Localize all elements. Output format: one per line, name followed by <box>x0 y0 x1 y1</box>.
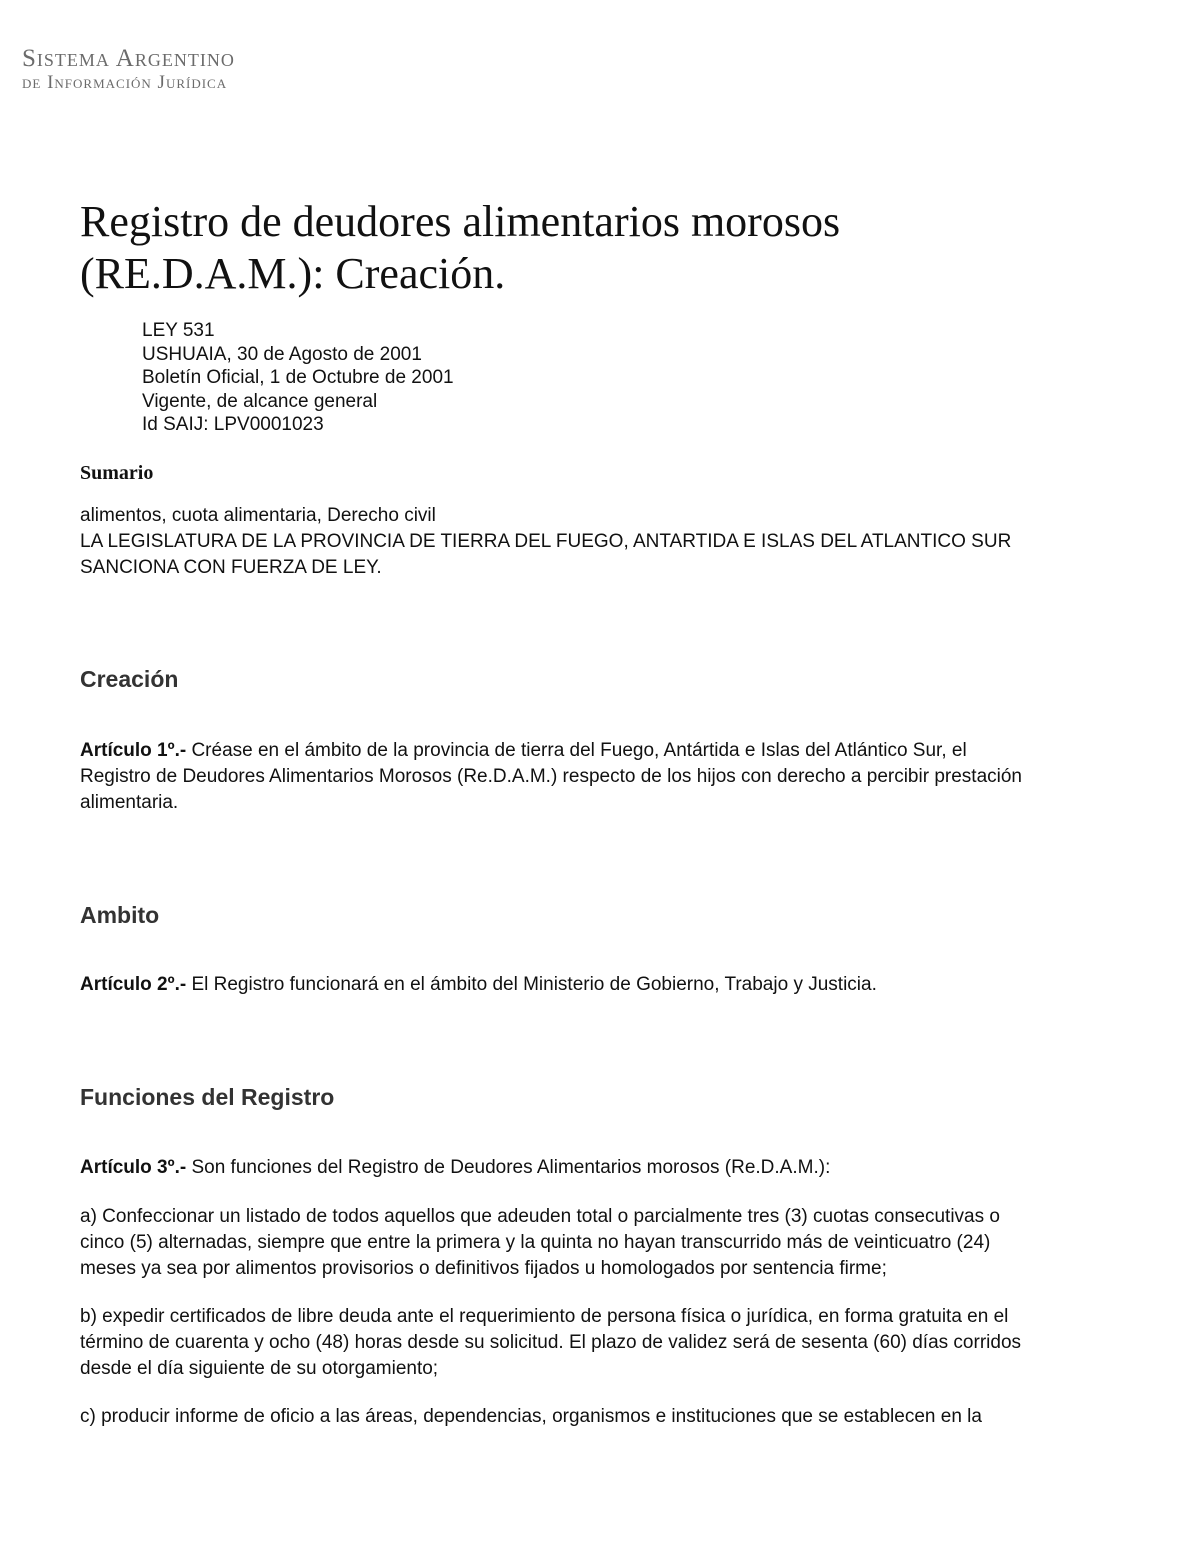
title-line-2: (RE.D.A.M.): Creación. <box>80 249 506 298</box>
sumario-heading: Sumario <box>80 462 154 484</box>
item-a-line-1: a) Confeccionar un listado de todos aquellos que adeuden total o parcialmente tres (3) cuotas consecutivas o <box>80 1206 1000 1227</box>
article-3-label: Artículo 3º.- <box>80 1157 187 1178</box>
preamble-line-1: LA LEGISLATURA DE LA PROVINCIA DE TIERRA DEL FUEGO, ANTARTIDA E ISLAS DEL ATLANTICO SUR <box>80 531 1012 552</box>
article-3-item-a <box>80 1204 1140 1282</box>
article-2-text: El Registro funcionará en el ámbito del Ministerio de Gobierno, Trabajo y Justicia. <box>186 974 877 995</box>
logo-line-1: Sistema Argentino <box>22 45 235 72</box>
section-heading-funciones: Funciones del Registro <box>80 1084 335 1110</box>
item-b-line-2: término de cuarenta y ocho (48) horas desde su solicitud. El plazo de validez será de sesenta (60) días corridos <box>80 1332 1022 1353</box>
article-2 <box>80 972 1140 998</box>
law-vigencia: Vigente, de alcance general <box>142 390 378 412</box>
article-3 <box>80 1155 1140 1181</box>
document-title <box>80 196 1140 300</box>
preamble-line-2: SANCIONA CON FUERZA DE LEY. <box>80 557 382 578</box>
section-heading-creacion: Creación <box>80 666 179 692</box>
law-boletin: Boletín Oficial, 1 de Octubre de 2001 <box>142 367 454 388</box>
law-metadata <box>142 319 454 437</box>
law-number: LEY 531 <box>142 320 215 341</box>
item-b-line-3: desde el día siguiente de su otorgamiento; <box>80 1358 439 1379</box>
article-3-item-c <box>80 1404 1140 1430</box>
article-1-text-line-2: Registro de Deudores Alimentarios Morosos (Re.D.A.M.) respecto de los hijos con derecho a percibir prestación <box>80 766 1022 787</box>
item-a-line-3: meses ya sea por alimentos provisorios o definitivos fijados u homologados por sentencia firme; <box>80 1258 887 1279</box>
item-b-line-1: b) expedir certificados de libre deuda ante el requerimiento de persona física o jurídica, en forma gratuita en el <box>80 1306 1009 1327</box>
article-1 <box>80 738 1140 816</box>
law-place-date: USHUAIA, 30 de Agosto de 2001 <box>142 343 422 365</box>
article-1-text-line-3: alimentaria. <box>80 792 179 813</box>
sumario-keywords: alimentos, cuota alimentaria, Derecho civil <box>80 505 436 526</box>
article-3-text: Son funciones del Registro de Deudores Alimentarios morosos (Re.D.A.M.): <box>186 1157 831 1178</box>
article-2-label: Artículo 2º.- <box>80 974 187 995</box>
section-heading-ambito: Ambito <box>80 902 160 928</box>
sumario-block <box>80 503 1140 581</box>
article-1-label: Artículo 1º.- <box>80 740 187 761</box>
item-a-line-2: cinco (5) alternadas, siempre que entre la primera y la quinta no hayan transcurrido más de veinticuatro (24) <box>80 1232 991 1253</box>
item-c-line-1: c) producir informe de oficio a las áreas, dependencias, organismos e instituciones que se establecen en la <box>80 1406 982 1427</box>
law-id-saij: Id SAIJ: LPV0001023 <box>142 414 324 435</box>
logo-line-2: de Información Jurídica <box>22 72 228 93</box>
saij-logo <box>22 46 235 94</box>
title-line-1: Registro de deudores alimentarios morosos <box>80 197 841 246</box>
article-1-text-line-1: Créase en el ámbito de la provincia de tierra del Fuego, Antártida e Islas del Atlántico Sur, el <box>186 740 967 761</box>
article-3-item-b <box>80 1304 1140 1382</box>
